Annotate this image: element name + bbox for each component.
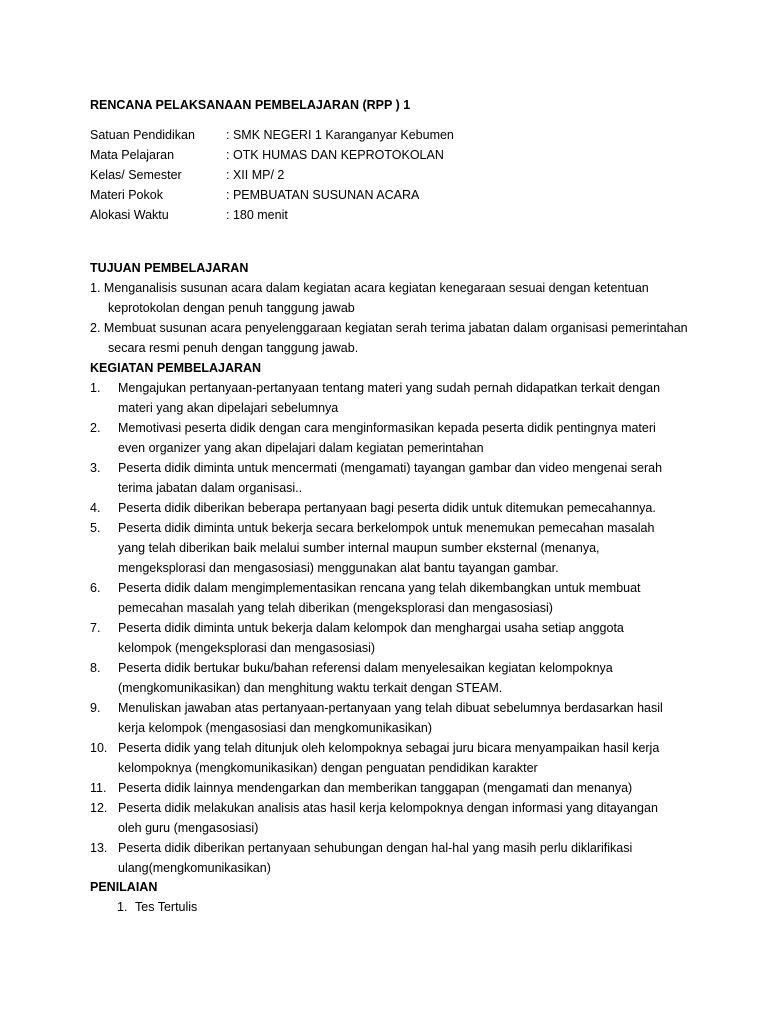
identity-value: : 180 menit xyxy=(226,208,288,222)
penilaian-item-number: 1. xyxy=(117,900,128,914)
kegiatan-item-text: Peserta didik dalam mengimplementasikan rencana yang telah dikembangkan untuk membuat pemecahan masalah yang telah diberikan (mengeksplorasi dan mengasosiasi) xyxy=(118,581,641,615)
kegiatan-item-number: 6. xyxy=(90,581,101,595)
tujuan-item-text: Membuat susunan acara penyelenggaraan kegiatan serah terima jabatan dalam organisasi pemerintahan secara resmi penuh dengan tanggung jawab. xyxy=(103,321,688,355)
identity-table xyxy=(90,125,454,225)
kegiatan-item-number: 3. xyxy=(90,461,101,475)
kegiatan-list xyxy=(90,378,680,878)
kegiatan-item xyxy=(90,838,680,878)
tujuan-item-text: Menganalisis susunan acara dalam kegiatan acara kegiatan kenegaraan sesuai dengan ketentuan keprotokolan dengan penuh tanggung jawab xyxy=(103,281,649,315)
tujuan-heading: TUJUAN PEMBELAJARAN xyxy=(90,261,249,275)
tujuan-list xyxy=(90,278,690,358)
kegiatan-item xyxy=(90,618,680,658)
identity-row xyxy=(90,165,454,185)
identity-value: : OTK HUMAS DAN KEPROTOKOLAN xyxy=(226,148,444,162)
kegiatan-item-number: 2. xyxy=(90,421,101,435)
kegiatan-item-text: Peserta didik diminta untuk bekerja dalam kelompok dan menghargai usaha setiap anggota kelompok (mengeksplorasi dan mengasosiasi) xyxy=(118,621,624,655)
kegiatan-item xyxy=(90,498,680,518)
kegiatan-item xyxy=(90,518,680,578)
identity-label: Alokasi Waktu xyxy=(90,208,169,222)
penilaian-item xyxy=(117,897,197,917)
kegiatan-item-text: Peserta didik diminta untuk mencermati (mengamati) tayangan gambar dan video mengenai serah terima jabatan dalam organisasi.. xyxy=(118,461,663,495)
kegiatan-item xyxy=(90,778,680,798)
penilaian-heading: PENILAIAN xyxy=(90,880,158,894)
kegiatan-item-text: Peserta didik melakukan analisis atas hasil kerja kelompoknya dengan informasi yang ditayangan oleh guru (mengasosiasi) xyxy=(118,801,658,835)
identity-label: Mata Pelajaran xyxy=(90,148,175,162)
kegiatan-item-text: Peserta didik lainnya mendengarkan dan memberikan tanggapan (mengamati dan menanya) xyxy=(118,781,633,795)
kegiatan-item xyxy=(90,418,680,458)
identity-label: Kelas/ Semester xyxy=(90,168,182,182)
kegiatan-item-text: Memotivasi peserta didik dengan cara menginformasikan kepada peserta didik pentingnya materi even organizer yang akan dipelajari dalam kegiatan pemerintahan xyxy=(118,421,656,455)
kegiatan-item-number: 7. xyxy=(90,621,101,635)
identity-value: : XII MP/ 2 xyxy=(226,168,285,182)
kegiatan-item-text: Menuliskan jawaban atas pertanyaan-pertanyaan yang telah dibuat sebelumnya berdasarkan hasil kerja kelompok (mengasosiasi dan mengkomunikasikan) xyxy=(118,701,663,735)
kegiatan-item xyxy=(90,798,680,838)
kegiatan-item-text: Peserta didik diberikan beberapa pertanyaan bagi peserta didik untuk ditemukan pemecahannya. xyxy=(118,501,656,515)
kegiatan-item-text: Peserta didik bertukar buku/bahan referensi dalam menyelesaikan kegiatan kelompoknya (mengkomunikasikan) dan menghitung waktu terkait dengan STEAM. xyxy=(118,661,613,695)
kegiatan-item xyxy=(90,738,680,778)
identity-row xyxy=(90,205,454,225)
kegiatan-item-number: 1. xyxy=(90,381,101,395)
kegiatan-item-text: Mengajukan pertanyaan-pertanyaan tentang materi yang sudah pernah didapatkan terkait dengan materi yang akan dipelajari sebelumnya xyxy=(118,381,661,415)
identity-value: : PEMBUATAN SUSUNAN ACARA xyxy=(226,188,420,202)
kegiatan-item-text: Peserta didik yang telah ditunjuk oleh kelompoknya sebagai juru bicara menyampaikan hasil kerja kelompoknya (mengkomunikasikan) dengan penguatan pendidikan karakter xyxy=(118,741,660,775)
penilaian-list xyxy=(117,897,197,917)
tujuan-item-number: 1. xyxy=(90,281,101,295)
identity-row xyxy=(90,125,454,145)
kegiatan-item xyxy=(90,698,680,738)
kegiatan-item xyxy=(90,458,680,498)
kegiatan-item xyxy=(90,578,680,618)
kegiatan-item-number: 10. xyxy=(90,741,108,755)
identity-row xyxy=(90,185,454,205)
document-title: RENCANA PELAKSANAAN PEMBELAJARAN (RPP ) 1 xyxy=(90,98,411,112)
kegiatan-item-text: Peserta didik diminta untuk bekerja secara berkelompok untuk menemukan pemecahan masalah yang telah diberikan baik melalui sumber internal maupun sumber eksternal (menanya, mengeksplorasi dan mengasosiasi) menggunakan alat bantu tayangan gambar. xyxy=(118,521,655,575)
kegiatan-item-number: 9. xyxy=(90,701,101,715)
tujuan-item-number: 2. xyxy=(90,321,101,335)
kegiatan-item-number: 5. xyxy=(90,521,101,535)
identity-label: Materi Pokok xyxy=(90,188,163,202)
kegiatan-item xyxy=(90,658,680,698)
kegiatan-item-number: 8. xyxy=(90,661,101,675)
kegiatan-item xyxy=(90,378,680,418)
tujuan-item xyxy=(90,278,690,318)
identity-value: : SMK NEGERI 1 Karanganyar Kebumen xyxy=(226,128,454,142)
identity-row xyxy=(90,145,454,165)
kegiatan-heading: KEGIATAN PEMBELAJARAN xyxy=(90,361,262,375)
kegiatan-item-number: 13. xyxy=(90,841,108,855)
tujuan-item xyxy=(90,318,690,358)
penilaian-item-text: Tes Tertulis xyxy=(135,900,198,914)
kegiatan-item-number: 12. xyxy=(90,801,108,815)
kegiatan-item-number: 11. xyxy=(90,781,107,795)
kegiatan-item-text: Peserta didik diberikan pertanyaan sehubungan dengan hal-hal yang masih perlu diklarifikasi ulang(mengkomunikasikan) xyxy=(118,841,633,875)
identity-label: Satuan Pendidikan xyxy=(90,128,195,142)
kegiatan-item-number: 4. xyxy=(90,501,101,515)
